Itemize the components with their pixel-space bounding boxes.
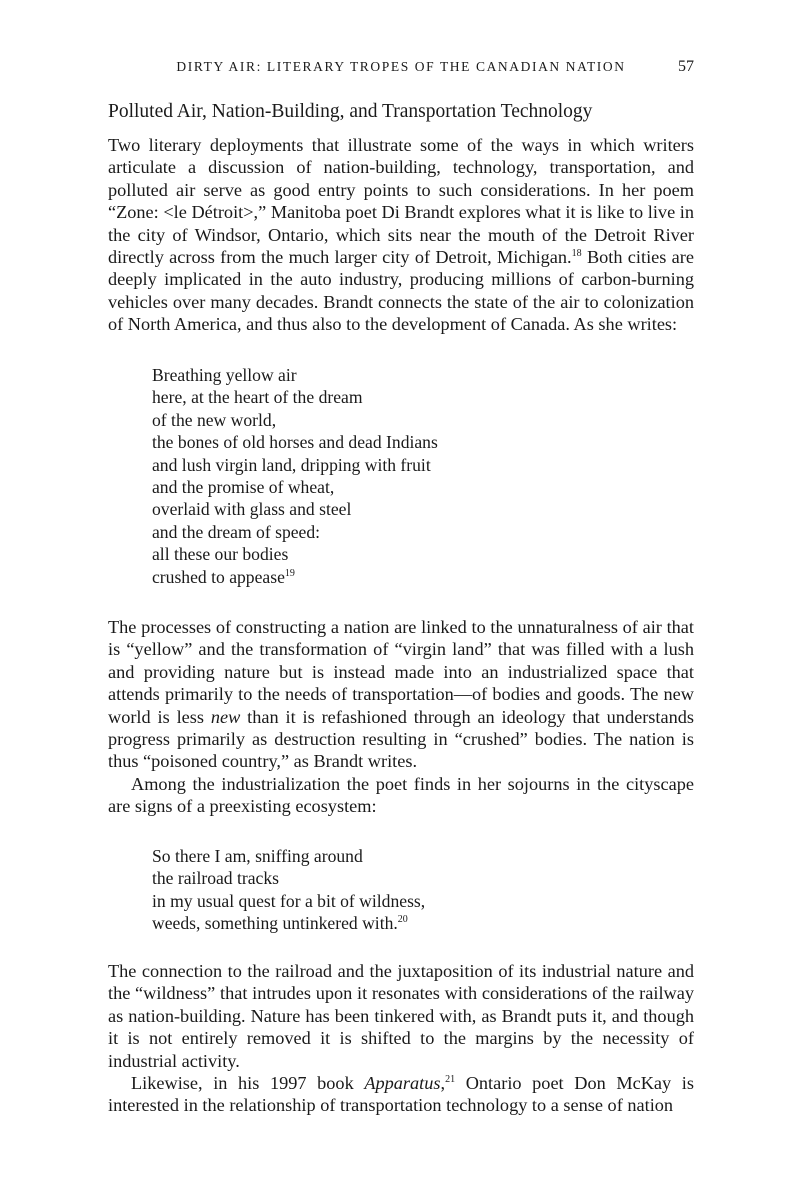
paragraph-3: Among the industrialization the poet finds in her sojourns in the cityscape are signs of a preexisting ecosystem: [108, 773, 694, 817]
poem-line: Breathing yellow air [152, 365, 297, 385]
poem-line-text: weeds, something untinkered with. [152, 913, 398, 934]
para2-text-a: The processes of constructing a nation are linked to the unnaturalness of air that is “yellow” and the transformation of “virgin land” that was filled with a lush and providing nature but is instead made into an industrialized space that attends primarily to the needs of transportation—of bodies and goods. The new world is less [108, 617, 694, 727]
poem-line: and the dream of speed: [152, 521, 321, 542]
para4-text: The connection to the railroad and the juxtaposition of its industrial nature and the “wildness” that intrudes upon it resonates with considerations of the railway as nation-building. Nature has been tinkered with, as Brandt puts it, and though it is not entirely removed it is shifted to the margins by the necessity of industrial activity. [108, 961, 694, 1071]
poem-line-text: crushed to appease [152, 566, 285, 587]
page-number: 57 [678, 58, 694, 75]
paragraph-2 [108, 616, 694, 818]
poem-line: the railroad tracks [152, 868, 280, 889]
emphasis-new: new [210, 706, 241, 727]
paragraph-5 [108, 1072, 694, 1117]
para5-text-b: Ontario poet Don McKay is interested in the relationship of transportation technology to a sense of nation [108, 1073, 694, 1116]
poem-quote-1 [152, 364, 672, 588]
poem-line: So there I am, sniffing around [152, 846, 363, 866]
running-head: DIRTY AIR: LITERARY TROPES OF THE CANADIAN NATION [176, 59, 626, 74]
poem-line: in my usual quest for a bit of wildness, [152, 890, 426, 911]
footnote-ref-21: 21 [445, 1074, 456, 1086]
poem-quote-2 [152, 845, 672, 935]
book-title-apparatus: Apparatus [364, 1073, 441, 1094]
para1-text-b: Both cities are deeply implicated in the auto industry, producing millions of carbon-burning vehicles over many decades. Brandt connects the state of the air to colonization of North America, and thus also to the development of Canada. As she writes: [108, 247, 694, 335]
paragraph-1 [108, 134, 694, 336]
poem-line: of the new world, [152, 409, 277, 430]
para5-text-a: Likewise, in his 1997 book [131, 1073, 365, 1094]
footnote-ref-18: 18 [571, 248, 582, 260]
poem-line: here, at the heart of the dream [152, 387, 363, 408]
para2-text-b: than it is refashioned through an ideology that understands progress primarily as destruction resulting in “crushed” bodies. The nation is thus “poisoned country,” as Brandt writes. [108, 706, 694, 772]
poem-line: and the promise of wheat, [152, 477, 335, 498]
poem-line: all these our bodies [152, 544, 289, 565]
para1-text-a: Two literary deployments that illustrate some of the ways in which writers articulate a discussion of nation-building, technology, transportation, and polluted air serve as good entry points to such considerations. In her poem “Zone: <le Détroit>,” Manitoba poet Di Brandt explores what it is like to live in the city of Windsor, Ontario, which sits near the mouth of the Detroit River directly across from the much larger city of Detroit, Michigan. [108, 135, 694, 268]
poem-line: the bones of old horses and dead Indians [152, 432, 438, 453]
poem-line [152, 912, 672, 934]
section-heading: Polluted Air, Nation-Building, and Transportation Technology [108, 101, 593, 122]
poem-line: and lush virgin land, dripping with fruit [152, 454, 431, 475]
poem-line [152, 566, 672, 588]
footnote-ref-19: 19 [284, 567, 295, 579]
footnote-ref-20: 20 [397, 914, 408, 926]
paragraph-4 [108, 960, 694, 1117]
para5-comma: , [440, 1073, 446, 1094]
poem-line: overlaid with glass and steel [152, 499, 352, 520]
